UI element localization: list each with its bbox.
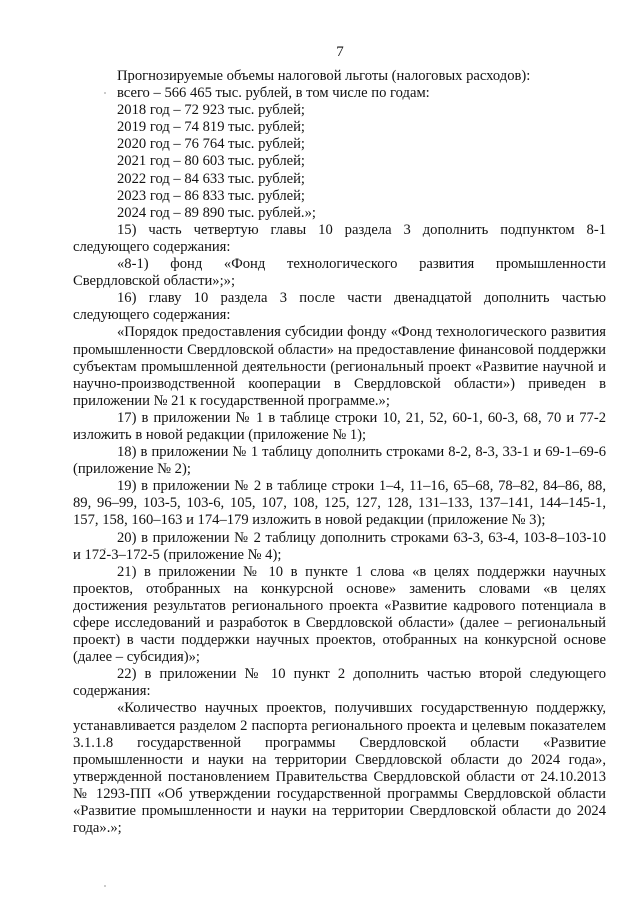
amendment-item-15: 15) часть четвертую главы 10 раздела 3 дополнить подпунктом 8-1 следующего содержания:	[73, 221, 606, 255]
amendment-item-19: 19) в приложении № 2 в таблице строки 1–4, 11–16, 65–68, 78–82, 84–86, 88, 89, 96–99, 103-5, 103-6, 105, 107, 108, 125, 127, 128, 131–133, 137–141, 144–145-1, 157, 158, 160–163 и 174–179 изложить в новой редакции (приложение № 3);	[73, 478, 606, 529]
amendment-item-20: 20) в приложении № 2 таблицу дополнить строками 63-3, 63-4, 103-8–103-10 и 172-3–172-5 (приложение № 4);	[73, 529, 606, 563]
amendment-item-18: 18) в приложении № 1 таблицу дополнить строками 8-2, 8-3, 33-1 и 69-1–69-6 (приложение № 2);	[73, 444, 606, 478]
amendment-quote-15: «8-1) фонд «Фонд технологического развития промышленности Свердловской области»;»;	[73, 256, 606, 290]
forecast-year-item: 2019 год – 74 819 тыс. рублей;	[117, 119, 305, 136]
forecast-year-item: 2023 год – 86 833 тыс. рублей;	[117, 187, 305, 204]
forecast-year-item: 2024 год – 89 890 тыс. рублей.»;	[117, 204, 316, 221]
amendment-item-16: 16) главу 10 раздела 3 после части двенадцатой дополнить частью следующего содержания:	[73, 290, 606, 324]
forecast-year-item: 2021 год – 80 603 тыс. рублей;	[117, 153, 305, 170]
amendment-item-22: 22) в приложении № 10 пункт 2 дополнить частью второй следующего содержания:	[73, 666, 606, 700]
forecast-years-list	[73, 102, 606, 222]
forecast-heading: Прогнозируемые объемы налоговой льготы (налоговых расходов):	[117, 68, 531, 84]
amendment-quote-16: «Порядок предоставления субсидии фонду «Фонд технологического развития промышленности Свердловской области» на предоставление финансовой поддержки субъектам промышленной деятельности (региональный проект «Развитие научной и научно-производственной кооперации в Свердловской области») приведен в приложении № 21 к государственной программе.»;	[73, 324, 606, 409]
amendment-quote-22: «Количество научных проектов, получивших государственную поддержку, устанавливается разделом 2 паспорта регионального проекта и целевым показателем 3.1.1.8 государственной программы Свердловской области «Развитие промышленности и науки на территории Свердловской области до 2024 года», утвержденной постановлением Правительства Свердловской области от 24.10.2013 № 1293-ПП «Об утверждении государственной программы Свердловской области «Развитие промышленности и науки на территории Свердловской области до 2024 года».»;	[73, 700, 606, 837]
forecast-total: всего – 566 465 тыс. рублей, в том числе по годам:	[117, 85, 430, 102]
page-number: 7	[336, 44, 344, 60]
amendment-item-21: 21) в приложении № 10 в пункте 1 слова «в целях поддержки научных проектов, отобранных на конкурсной основе» заменить словами «в целях достижения результатов регионального проекта «Развитие кадрового потенциала в сфере исследований и разработок в Свердловской области» (далее – региональный проект) в части поддержки научных проектов, отобранных на конкурсной основе (далее – субсидия)»;	[73, 563, 606, 666]
forecast-year-item: 2020 год – 76 764 тыс. рублей;	[117, 136, 305, 153]
amendment-item-17: 17) в приложении № 1 в таблице строки 10, 21, 52, 60-1, 60-3, 68, 70 и 77-2 изложить в новой редакции (приложение № 1);	[73, 409, 606, 443]
document-body	[73, 68, 606, 837]
forecast-year-item: 2018 год – 72 923 тыс. рублей;	[117, 102, 305, 119]
forecast-year-item: 2022 год – 84 633 тыс. рублей;	[117, 170, 305, 187]
scan-mark	[104, 885, 106, 887]
